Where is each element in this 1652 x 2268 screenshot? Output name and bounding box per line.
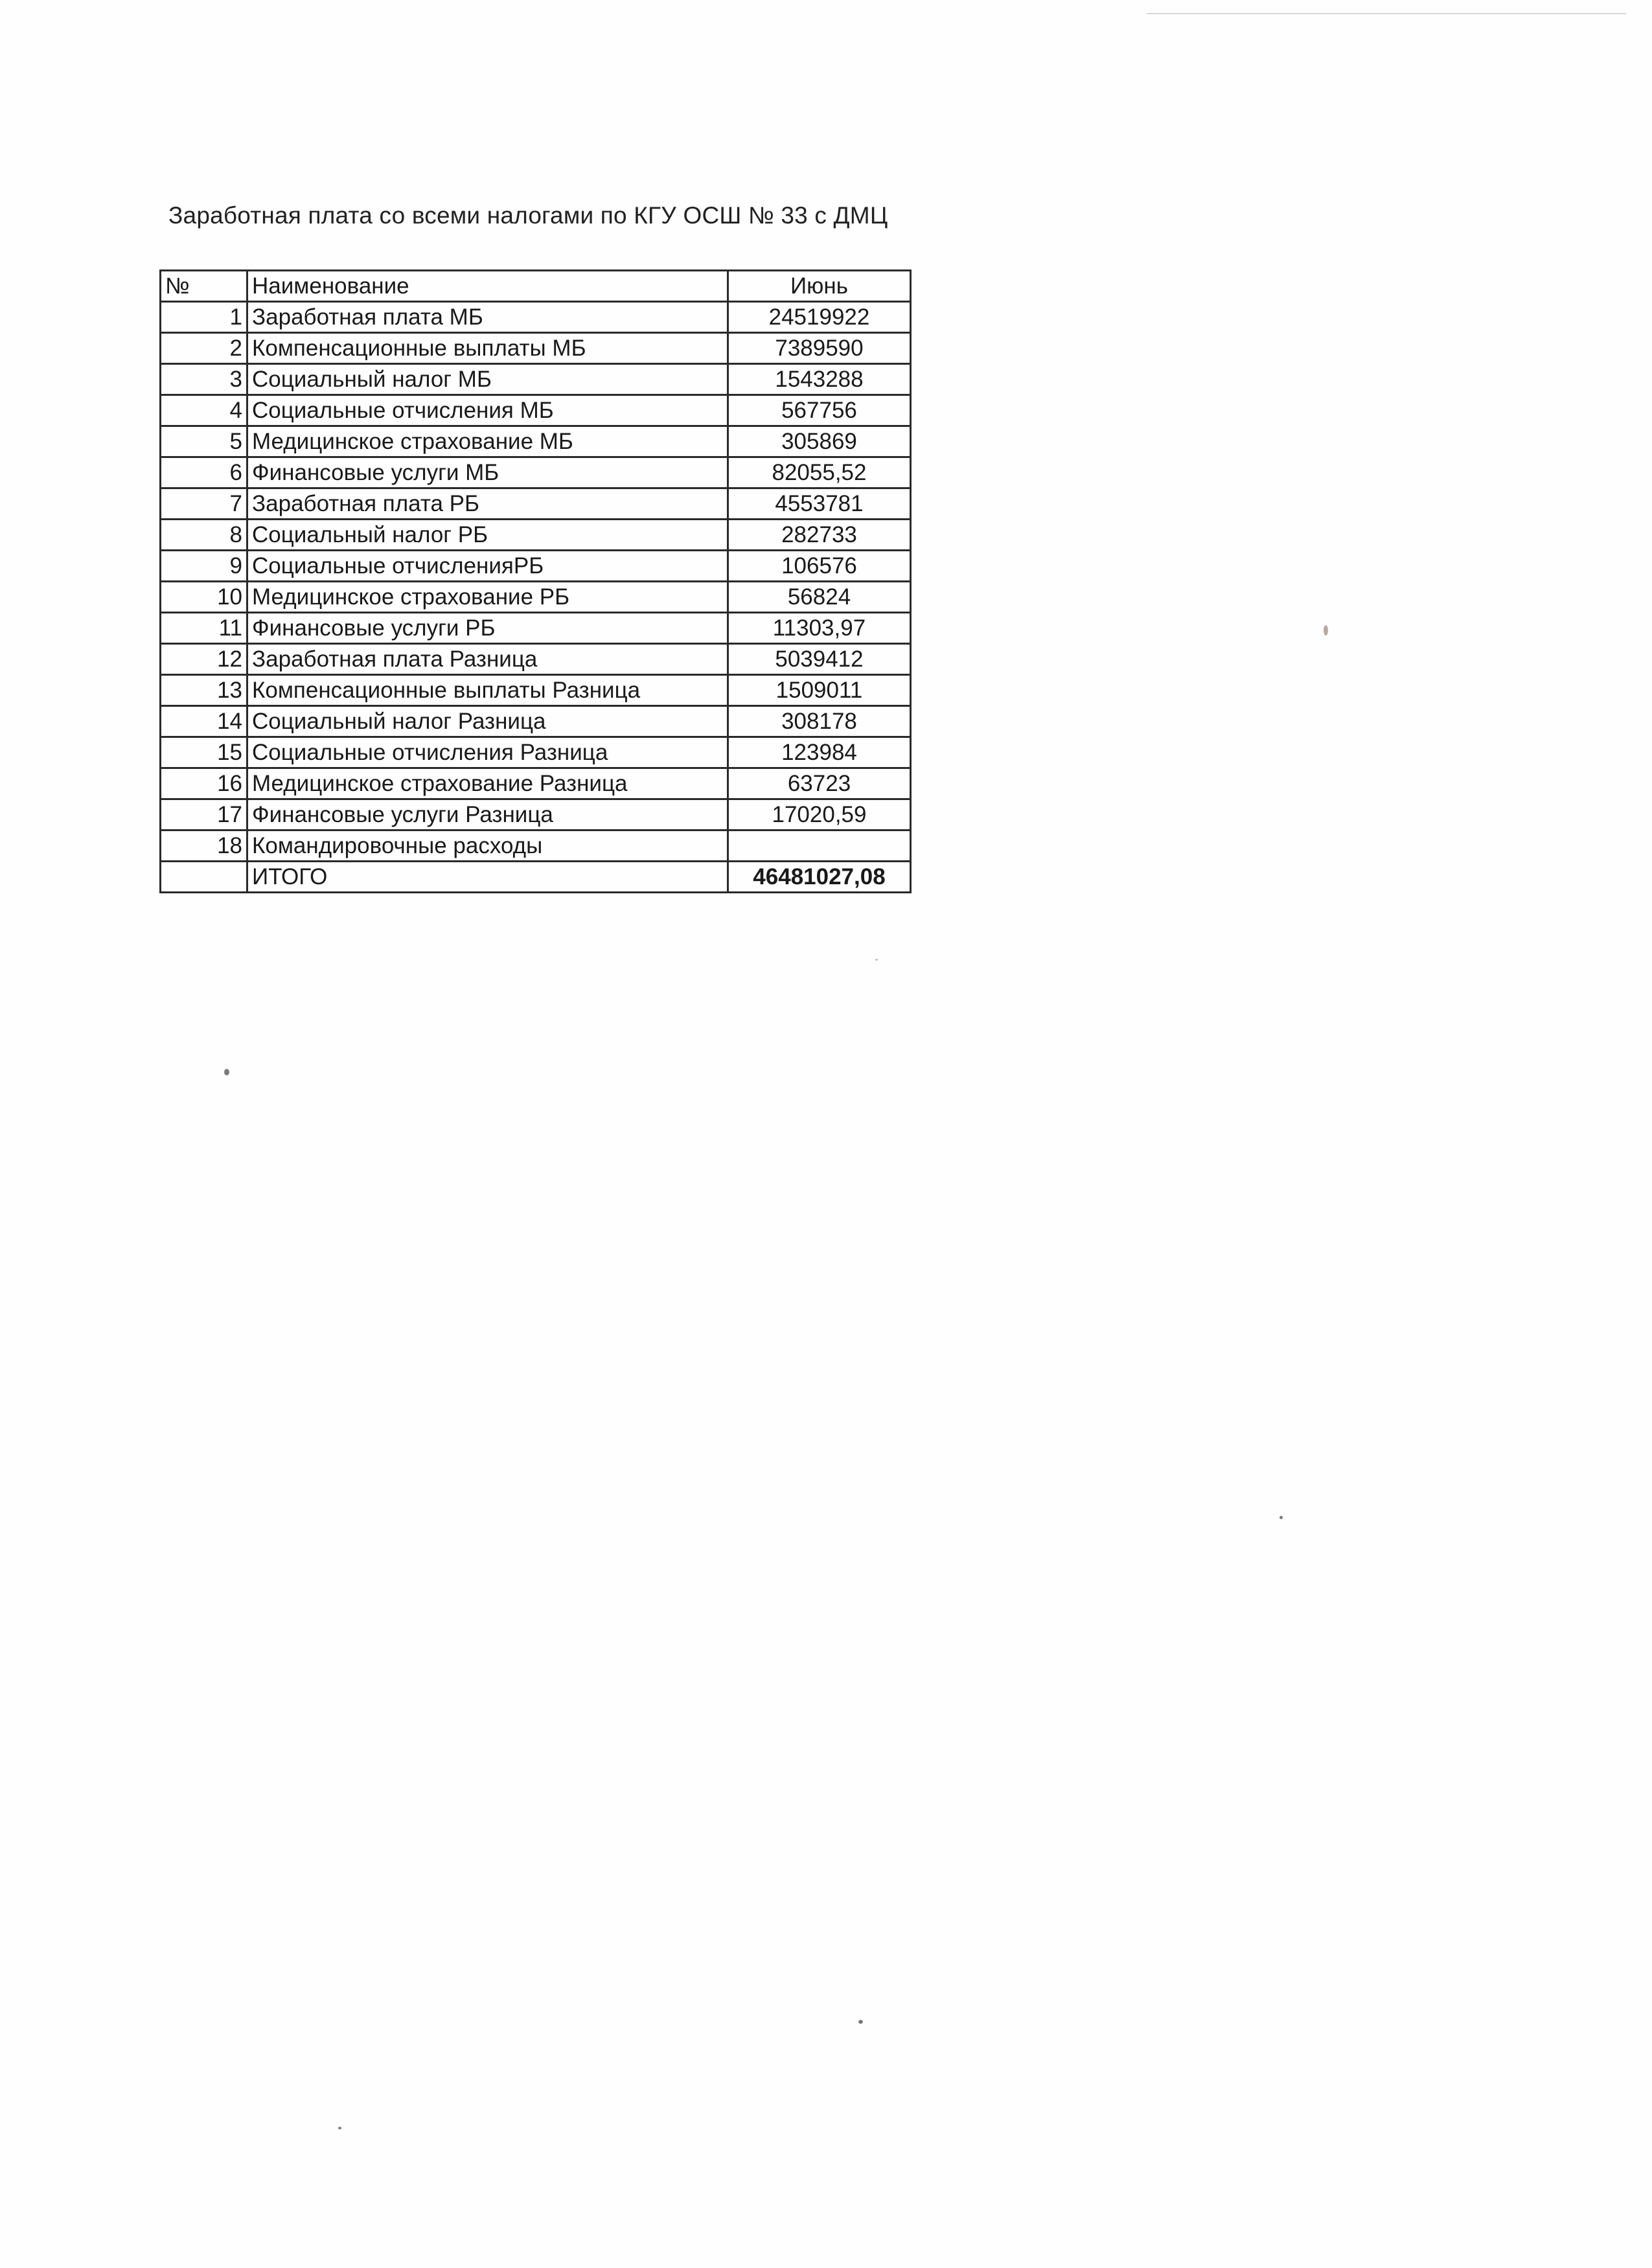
total-label: ИТОГО (247, 862, 728, 893)
row-name: Заработная плата МБ (247, 302, 728, 333)
row-number: 6 (161, 457, 247, 488)
total-number (161, 862, 247, 893)
row-number: 15 (161, 737, 247, 768)
row-value: 4553781 (728, 488, 911, 520)
row-value: 123984 (728, 737, 911, 768)
document-title: Заработная плата со всеми налогами по КГУ ОСШ № 33 с ДМЦ (168, 202, 888, 229)
row-value: 63723 (728, 768, 911, 799)
row-number: 8 (161, 520, 247, 551)
row-name: Медицинское страхование Разница (247, 768, 728, 799)
row-number: 11 (161, 613, 247, 644)
row-value: 24519922 (728, 302, 911, 333)
row-name: Социальный налог РБ (247, 520, 728, 551)
row-value: 1543288 (728, 364, 911, 395)
row-value: 7389590 (728, 333, 911, 364)
row-value: 1509011 (728, 675, 911, 706)
row-value: 106576 (728, 551, 911, 582)
table-row (161, 520, 911, 551)
total-row (161, 862, 911, 893)
row-value: 17020,59 (728, 799, 911, 830)
row-number: 2 (161, 333, 247, 364)
row-number: 13 (161, 675, 247, 706)
row-name: Компенсационные выплаты МБ (247, 333, 728, 364)
header-number: № (161, 271, 247, 302)
table-row (161, 799, 911, 830)
row-name: Социальный налог МБ (247, 364, 728, 395)
scan-speck (1279, 1516, 1283, 1519)
table-row (161, 830, 911, 862)
row-name: Заработная плата Разница (247, 644, 728, 675)
row-name: Финансовые услуги Разница (247, 799, 728, 830)
header-name: Наименование (247, 271, 728, 302)
row-value: 5039412 (728, 644, 911, 675)
table-row (161, 613, 911, 644)
table-row (161, 644, 911, 675)
total-value: 46481027,08 (728, 862, 911, 893)
scan-speck (338, 2127, 341, 2129)
salary-table (159, 269, 912, 893)
row-value: 11303,97 (728, 613, 911, 644)
row-name: Финансовые услуги МБ (247, 457, 728, 488)
table-row (161, 426, 911, 457)
table-row (161, 333, 911, 364)
table-row (161, 706, 911, 737)
row-name: Социальные отчисления МБ (247, 395, 728, 426)
table-row (161, 302, 911, 333)
scan-speck (1324, 625, 1328, 636)
row-name: Финансовые услуги РБ (247, 613, 728, 644)
row-number: 18 (161, 830, 247, 862)
row-value (728, 830, 911, 862)
table-row (161, 768, 911, 799)
table-row (161, 675, 911, 706)
row-number: 14 (161, 706, 247, 737)
table-row (161, 488, 911, 520)
row-name: Медицинское страхование РБ (247, 582, 728, 613)
row-number: 17 (161, 799, 247, 830)
table-row (161, 551, 911, 582)
table-row (161, 395, 911, 426)
row-value: 82055,52 (728, 457, 911, 488)
row-number: 12 (161, 644, 247, 675)
row-name: Командировочные расходы (247, 830, 728, 862)
row-number: 5 (161, 426, 247, 457)
row-number: 4 (161, 395, 247, 426)
row-number: 10 (161, 582, 247, 613)
table-row (161, 457, 911, 488)
row-number: 3 (161, 364, 247, 395)
scan-edge-line (1147, 13, 1626, 14)
row-name: Социальные отчисления Разница (247, 737, 728, 768)
scan-speck (224, 1069, 229, 1075)
row-value: 567756 (728, 395, 911, 426)
row-name: Медицинское страхование МБ (247, 426, 728, 457)
row-name: Социальный налог Разница (247, 706, 728, 737)
row-name: Компенсационные выплаты Разница (247, 675, 728, 706)
row-name: Заработная плата РБ (247, 488, 728, 520)
row-number: 9 (161, 551, 247, 582)
table-row (161, 582, 911, 613)
table-header-row (161, 271, 911, 302)
row-number: 7 (161, 488, 247, 520)
header-month: Июнь (728, 271, 911, 302)
table-row (161, 364, 911, 395)
row-value: 282733 (728, 520, 911, 551)
row-number: 16 (161, 768, 247, 799)
row-value: 308178 (728, 706, 911, 737)
table-row (161, 737, 911, 768)
row-value: 56824 (728, 582, 911, 613)
scan-speck (875, 959, 878, 961)
row-number: 1 (161, 302, 247, 333)
scan-speck (858, 2020, 863, 2024)
row-name: Социальные отчисленияРБ (247, 551, 728, 582)
row-value: 305869 (728, 426, 911, 457)
